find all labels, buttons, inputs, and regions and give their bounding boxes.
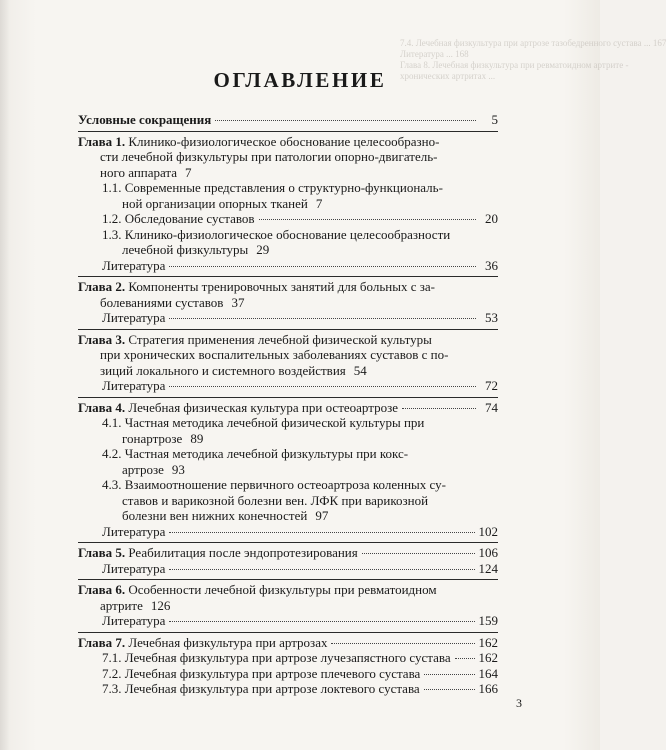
literature-label: Литература <box>102 560 166 576</box>
toc-page-number: 97 <box>315 508 329 523</box>
toc-page-number: 29 <box>256 242 270 257</box>
dot-leader <box>169 318 476 319</box>
toc-page-number: 162 <box>478 634 498 650</box>
toc-section-4-2[interactable] <box>78 446 498 477</box>
toc-chapter-5[interactable] <box>78 542 498 561</box>
toc-page-number: 126 <box>150 597 171 613</box>
chapter-label: Глава 5. <box>78 545 126 560</box>
chapter-label: Глава 2. <box>78 279 126 294</box>
toc-chapter-3[interactable] <box>78 329 498 379</box>
dot-leader <box>169 266 476 267</box>
toc-page-number: 5 <box>491 112 498 127</box>
toc-page-number: 20 <box>485 211 498 226</box>
chapter-label: Глава 1. <box>78 133 126 149</box>
chapter-title: Особенности лечебной физкультуры при ревматоидном <box>128 582 437 597</box>
chapter-title: Клинико-физиологическое обоснование целесообразно- <box>128 133 440 149</box>
dot-leader <box>169 569 474 570</box>
toc-section-1-1[interactable] <box>78 180 498 211</box>
toc-literature-ch4[interactable] <box>78 524 498 540</box>
section-title: 1.1. Современные представления о структурно-функциональ- <box>102 180 443 195</box>
dot-leader <box>259 219 476 220</box>
chapter-title-cont: артрите <box>100 597 143 613</box>
toc-page-number: 162 <box>478 650 498 665</box>
toc-section-7-1[interactable] <box>78 650 498 666</box>
toc-chapter-4[interactable] <box>78 397 498 416</box>
toc-chapter-7[interactable] <box>78 632 498 651</box>
chapter-title: Лечебная физическая культура при остеоартрозе <box>128 399 398 415</box>
section-title-cont: ной организации опорных тканей <box>122 195 308 211</box>
literature-label: Литература <box>102 523 166 539</box>
section-title: 7.2. Лечебная физкультура при артрозе плечевого сустава <box>102 665 421 681</box>
chapter-title-cont: зиций локального и системного воздействия <box>100 362 346 378</box>
dot-leader <box>455 658 475 659</box>
section-title: 7.1. Лечебная физкультура при артрозе лучезапястного сустава <box>102 650 451 665</box>
dot-leader <box>169 621 474 622</box>
section-title-cont: гонартрозе <box>122 430 183 446</box>
toc-page-number: 164 <box>478 665 498 681</box>
literature-label: Литература <box>102 310 166 325</box>
toc-section-1-2[interactable] <box>78 211 498 227</box>
toc-section-1-3[interactable] <box>78 227 498 258</box>
toc-literature-ch6[interactable] <box>78 613 498 629</box>
toc-page-number: 166 <box>478 681 498 696</box>
dot-leader <box>215 120 476 121</box>
chapter-title: Реабилитация после эндопротезирования <box>128 545 358 560</box>
section-title-cont: ставов и варикозной болезни вен. ЛФК при варикозной <box>122 492 429 508</box>
section-title: 4.2. Частная методика лечебной физкультуры при кокс- <box>102 446 409 461</box>
toc-page-number: 102 <box>478 523 498 539</box>
dot-leader <box>402 408 476 409</box>
dot-leader <box>424 689 475 690</box>
dot-leader <box>169 386 476 387</box>
toc-page-number: 74 <box>485 399 498 415</box>
page-title: ОГЛАВЛЕНИЕ <box>213 68 387 92</box>
chapter-label: Глава 6. <box>78 582 126 597</box>
toc-page-number: 106 <box>478 545 498 560</box>
toc-page-number: 7 <box>185 164 192 180</box>
toc-page-number: 72 <box>485 378 498 393</box>
chapter-title: Компоненты тренировочных занятий для больных с за- <box>128 279 435 294</box>
dot-leader <box>362 553 475 554</box>
chapter-title-cont: при хронических воспалительных заболеваниях суставов с по- <box>100 347 449 362</box>
toc-entry-label: Условные сокращения <box>78 112 212 127</box>
section-title: 4.3. Взаимоотношение первичного остеоартроза коленных су- <box>102 477 446 492</box>
bleed-line: Литература ... 168 <box>400 49 469 59</box>
chapter-title-cont: сти лечебной физкультуры при патологии опорно-двигатель- <box>100 149 438 164</box>
toc-chapter-6[interactable] <box>78 579 498 613</box>
chapter-label: Глава 3. <box>78 331 126 347</box>
toc-literature-ch3[interactable] <box>78 378 498 394</box>
toc-chapter-2[interactable] <box>78 276 498 310</box>
section-title-cont: болезни вен нижних конечностей <box>122 508 308 523</box>
chapter-title-cont: ного аппарата <box>100 164 178 180</box>
toc-entry-abbreviations[interactable] <box>78 112 498 128</box>
dot-leader <box>331 643 474 644</box>
toc-page-number: 7 <box>315 195 323 211</box>
toc-section-7-2[interactable] <box>78 666 498 682</box>
toc-page-number: 37 <box>231 294 245 310</box>
chapter-title: Лечебная физкультура при артрозах <box>128 634 328 650</box>
chapter-title-cont: болеваниями суставов <box>100 294 224 310</box>
toc-section-7-3[interactable] <box>78 681 498 697</box>
bleed-line: 7.4. Лечебная физкультура при артрозе тазобедренного сустава ... 167 <box>400 38 666 48</box>
section-title-cont: артрозе <box>122 461 164 477</box>
toc-literature-ch1[interactable] <box>78 258 498 274</box>
toc-page-number: 93 <box>171 461 185 477</box>
literature-label: Литература <box>102 613 166 628</box>
dot-leader <box>169 532 474 533</box>
section-title: 4.1. Частная методика лечебной физической культуры при <box>102 415 425 430</box>
chapter-title: Стратегия применения лечебной физической культуры <box>128 331 432 347</box>
page-number: 3 <box>516 696 522 710</box>
toc-literature-ch2[interactable] <box>78 310 498 326</box>
section-title-cont: лечебной физкультуры <box>122 242 249 257</box>
chapter-label: Глава 7. <box>78 634 126 650</box>
section-title: 7.3. Лечебная физкультура при артрозе локтевого сустава <box>102 681 420 696</box>
toc-page-number: 54 <box>353 362 367 378</box>
literature-label: Литература <box>102 257 166 273</box>
chapter-label: Глава 4. <box>78 399 126 415</box>
section-title: 1.2. Обследование суставов <box>102 211 255 226</box>
toc-chapter-1[interactable] <box>78 131 498 181</box>
toc-page-number: 53 <box>485 310 498 325</box>
toc-page-number: 89 <box>190 430 204 446</box>
toc-section-4-1[interactable] <box>78 415 498 446</box>
toc-page-number: 124 <box>478 560 498 576</box>
toc-page-number: 36 <box>485 257 498 273</box>
section-title: 1.3. Клинико-физиологическое обоснование целесообразности <box>102 226 451 242</box>
literature-label: Литература <box>102 378 166 393</box>
table-of-contents <box>78 112 498 697</box>
toc-literature-ch5[interactable] <box>78 561 498 577</box>
page-gutter-shadow <box>0 0 10 750</box>
toc-page-number: 159 <box>478 613 498 628</box>
dot-leader <box>424 674 474 675</box>
toc-section-4-3[interactable] <box>78 477 498 524</box>
bleed-line: хронических артритах ... <box>400 71 496 81</box>
bleed-line: Глава 8. Лечебная физкультура при ревматоидном артрите - <box>400 60 629 70</box>
